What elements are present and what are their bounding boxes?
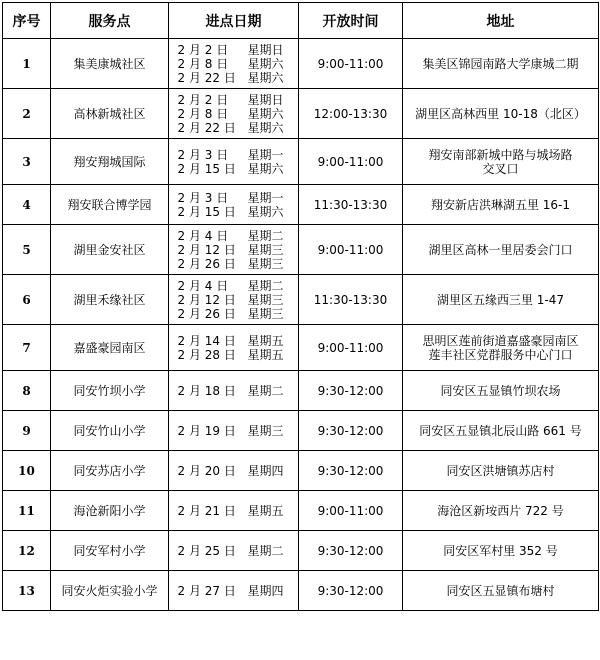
address bbox=[403, 39, 599, 89]
date-text: 2 月 15 日 bbox=[177, 161, 236, 176]
table-row bbox=[3, 225, 599, 275]
date-text: 2 月 3 日 bbox=[177, 190, 229, 205]
service-point: 嘉盛豪园南区 bbox=[51, 325, 169, 371]
visit-dates bbox=[169, 39, 299, 89]
date-text: 2 月 12 日 bbox=[177, 242, 236, 257]
address-line: 海沧区新垵西片 722 号 bbox=[437, 503, 564, 518]
weekday-text: 星期六 bbox=[247, 161, 284, 176]
visit-dates bbox=[169, 491, 299, 531]
date-line bbox=[169, 584, 298, 598]
address bbox=[403, 325, 599, 371]
schedule-table bbox=[2, 2, 599, 611]
address-line: 同安区洪塘镇苏店村 bbox=[446, 463, 555, 478]
weekday-text: 星期五 bbox=[247, 347, 284, 362]
date-text: 2 月 4 日 bbox=[177, 228, 229, 243]
service-point: 翔安联合博学园 bbox=[51, 185, 169, 225]
date-line bbox=[169, 57, 298, 71]
date-text: 2 月 2 日 bbox=[177, 92, 229, 107]
address bbox=[403, 89, 599, 139]
open-hours: 9:30-12:00 bbox=[299, 451, 403, 491]
date-line bbox=[169, 544, 298, 558]
address-line: 同安区五显镇北辰山路 661 号 bbox=[419, 423, 582, 438]
open-hours: 9:30-12:00 bbox=[299, 531, 403, 571]
open-hours: 12:00-13:30 bbox=[299, 89, 403, 139]
date-text: 2 月 2 日 bbox=[177, 42, 229, 57]
weekday-text: 星期六 bbox=[247, 70, 284, 85]
row-number: 5 bbox=[3, 225, 51, 275]
row-number: 13 bbox=[3, 571, 51, 611]
date-line bbox=[169, 384, 298, 398]
service-point: 同安苏店小学 bbox=[51, 451, 169, 491]
date-text: 2 月 20 日 bbox=[177, 463, 236, 478]
date-text: 2 月 3 日 bbox=[177, 147, 229, 162]
address-line: 翔安新店洪琳湖五里 16-1 bbox=[430, 197, 571, 212]
date-line bbox=[169, 293, 298, 307]
address bbox=[403, 411, 599, 451]
visit-dates bbox=[169, 325, 299, 371]
weekday-text: 星期六 bbox=[247, 204, 284, 219]
weekday-text: 星期六 bbox=[247, 120, 284, 135]
address bbox=[403, 571, 599, 611]
address bbox=[403, 275, 599, 325]
date-text: 2 月 8 日 bbox=[177, 106, 229, 121]
table-row bbox=[3, 275, 599, 325]
date-line bbox=[169, 348, 298, 362]
table-row bbox=[3, 39, 599, 89]
address-line: 思明区莲前街道嘉盛豪园南区 bbox=[422, 333, 579, 348]
date-line bbox=[169, 162, 298, 176]
date-text: 2 月 22 日 bbox=[177, 70, 236, 85]
visit-dates bbox=[169, 531, 299, 571]
date-line bbox=[169, 504, 298, 518]
service-point: 同安竹山小学 bbox=[51, 411, 169, 451]
date-line bbox=[169, 43, 298, 57]
row-number: 3 bbox=[3, 139, 51, 185]
date-text: 2 月 12 日 bbox=[177, 292, 236, 307]
open-hours: 11:30-13:30 bbox=[299, 185, 403, 225]
weekday-text: 星期一 bbox=[247, 190, 284, 205]
open-hours: 9:00-11:00 bbox=[299, 139, 403, 185]
address bbox=[403, 451, 599, 491]
date-text: 2 月 27 日 bbox=[177, 583, 236, 598]
weekday-text: 星期五 bbox=[247, 503, 284, 518]
table-row bbox=[3, 571, 599, 611]
date-text: 2 月 14 日 bbox=[177, 333, 236, 348]
date-line bbox=[169, 229, 298, 243]
weekday-text: 星期一 bbox=[247, 147, 284, 162]
visit-dates bbox=[169, 371, 299, 411]
table-row bbox=[3, 185, 599, 225]
open-hours: 9:00-11:00 bbox=[299, 225, 403, 275]
weekday-text: 星期六 bbox=[247, 56, 284, 71]
address-line: 同安区五显镇竹坝农场 bbox=[440, 383, 561, 398]
weekday-text: 星期三 bbox=[247, 306, 284, 321]
date-line bbox=[169, 205, 298, 219]
address bbox=[403, 225, 599, 275]
header-no: 序号 bbox=[3, 3, 51, 39]
date-line bbox=[169, 279, 298, 293]
date-line bbox=[169, 464, 298, 478]
date-text: 2 月 22 日 bbox=[177, 120, 236, 135]
date-line bbox=[169, 191, 298, 205]
table-row bbox=[3, 411, 599, 451]
open-hours: 9:30-12:00 bbox=[299, 411, 403, 451]
row-number: 12 bbox=[3, 531, 51, 571]
weekday-text: 星期三 bbox=[247, 292, 284, 307]
weekday-text: 星期三 bbox=[247, 423, 284, 438]
date-line bbox=[169, 71, 298, 85]
date-text: 2 月 28 日 bbox=[177, 347, 236, 362]
row-number: 10 bbox=[3, 451, 51, 491]
date-line bbox=[169, 107, 298, 121]
address bbox=[403, 139, 599, 185]
address bbox=[403, 491, 599, 531]
row-number: 8 bbox=[3, 371, 51, 411]
header-dates: 进点日期 bbox=[169, 3, 299, 39]
table-row bbox=[3, 325, 599, 371]
weekday-text: 星期二 bbox=[247, 383, 284, 398]
visit-dates bbox=[169, 89, 299, 139]
address-line: 翔安南部新城中路与城场路 bbox=[428, 147, 573, 162]
date-line bbox=[169, 334, 298, 348]
visit-dates bbox=[169, 185, 299, 225]
header-point: 服务点 bbox=[51, 3, 169, 39]
service-point: 同安军村小学 bbox=[51, 531, 169, 571]
date-line bbox=[169, 93, 298, 107]
open-hours: 11:30-13:30 bbox=[299, 275, 403, 325]
visit-dates bbox=[169, 571, 299, 611]
weekday-text: 星期二 bbox=[247, 278, 284, 293]
weekday-text: 星期日 bbox=[247, 92, 284, 107]
weekday-text: 星期二 bbox=[247, 543, 284, 558]
weekday-text: 星期六 bbox=[247, 106, 284, 121]
row-number: 1 bbox=[3, 39, 51, 89]
row-number: 11 bbox=[3, 491, 51, 531]
visit-dates bbox=[169, 139, 299, 185]
service-point: 集美康城社区 bbox=[51, 39, 169, 89]
open-hours: 9:30-12:00 bbox=[299, 571, 403, 611]
weekday-text: 星期五 bbox=[247, 333, 284, 348]
row-number: 9 bbox=[3, 411, 51, 451]
service-point: 翔安翔城国际 bbox=[51, 139, 169, 185]
service-point: 高林新城社区 bbox=[51, 89, 169, 139]
table-row bbox=[3, 531, 599, 571]
address bbox=[403, 185, 599, 225]
service-point: 同安火炬实验小学 bbox=[51, 571, 169, 611]
visit-dates bbox=[169, 275, 299, 325]
service-point: 海沧新阳小学 bbox=[51, 491, 169, 531]
date-text: 2 月 8 日 bbox=[177, 56, 229, 71]
date-text: 2 月 25 日 bbox=[177, 543, 236, 558]
date-line bbox=[169, 121, 298, 135]
address-line: 集美区锦园南路大学康城二期 bbox=[422, 56, 579, 71]
row-number: 4 bbox=[3, 185, 51, 225]
visit-dates bbox=[169, 225, 299, 275]
table-row bbox=[3, 451, 599, 491]
visit-dates bbox=[169, 411, 299, 451]
weekday-text: 星期三 bbox=[247, 256, 284, 271]
address-line: 湖里区高林西里 10-18（北区） bbox=[415, 106, 586, 121]
address-line: 同安区军村里 352 号 bbox=[443, 543, 558, 558]
table-row bbox=[3, 371, 599, 411]
address bbox=[403, 371, 599, 411]
weekday-text: 星期四 bbox=[247, 463, 284, 478]
date-line bbox=[169, 424, 298, 438]
weekday-text: 星期三 bbox=[247, 242, 284, 257]
date-text: 2 月 19 日 bbox=[177, 423, 236, 438]
visit-dates bbox=[169, 451, 299, 491]
address-line: 湖里区高林一里居委会门口 bbox=[428, 242, 573, 257]
date-line bbox=[169, 307, 298, 321]
header-address: 地址 bbox=[403, 3, 599, 39]
address bbox=[403, 531, 599, 571]
row-number: 6 bbox=[3, 275, 51, 325]
weekday-text: 星期二 bbox=[247, 228, 284, 243]
service-point: 同安竹坝小学 bbox=[51, 371, 169, 411]
date-line bbox=[169, 257, 298, 271]
row-number: 2 bbox=[3, 89, 51, 139]
open-hours: 9:30-12:00 bbox=[299, 371, 403, 411]
table-row bbox=[3, 89, 599, 139]
open-hours: 9:00-11:00 bbox=[299, 39, 403, 89]
weekday-text: 星期四 bbox=[247, 583, 284, 598]
open-hours: 9:00-11:00 bbox=[299, 491, 403, 531]
address-line: 莲丰社区党群服务中心门口 bbox=[428, 347, 573, 362]
date-text: 2 月 15 日 bbox=[177, 204, 236, 219]
service-point: 湖里金安社区 bbox=[51, 225, 169, 275]
date-text: 2 月 26 日 bbox=[177, 306, 236, 321]
open-hours: 9:00-11:00 bbox=[299, 325, 403, 371]
date-text: 2 月 4 日 bbox=[177, 278, 229, 293]
weekday-text: 星期日 bbox=[247, 42, 284, 57]
address-line: 湖里区五缘西三里 1-47 bbox=[436, 292, 565, 307]
address-line: 同安区五显镇布塘村 bbox=[446, 583, 555, 598]
table-row bbox=[3, 139, 599, 185]
date-text: 2 月 18 日 bbox=[177, 383, 236, 398]
row-number: 7 bbox=[3, 325, 51, 371]
date-line bbox=[169, 243, 298, 257]
date-text: 2 月 26 日 bbox=[177, 256, 236, 271]
address-line: 交叉口 bbox=[482, 161, 519, 176]
header-hours: 开放时间 bbox=[299, 3, 403, 39]
table-row bbox=[3, 491, 599, 531]
date-text: 2 月 21 日 bbox=[177, 503, 236, 518]
header-row bbox=[3, 3, 599, 39]
date-line bbox=[169, 148, 298, 162]
service-point: 湖里禾缘社区 bbox=[51, 275, 169, 325]
